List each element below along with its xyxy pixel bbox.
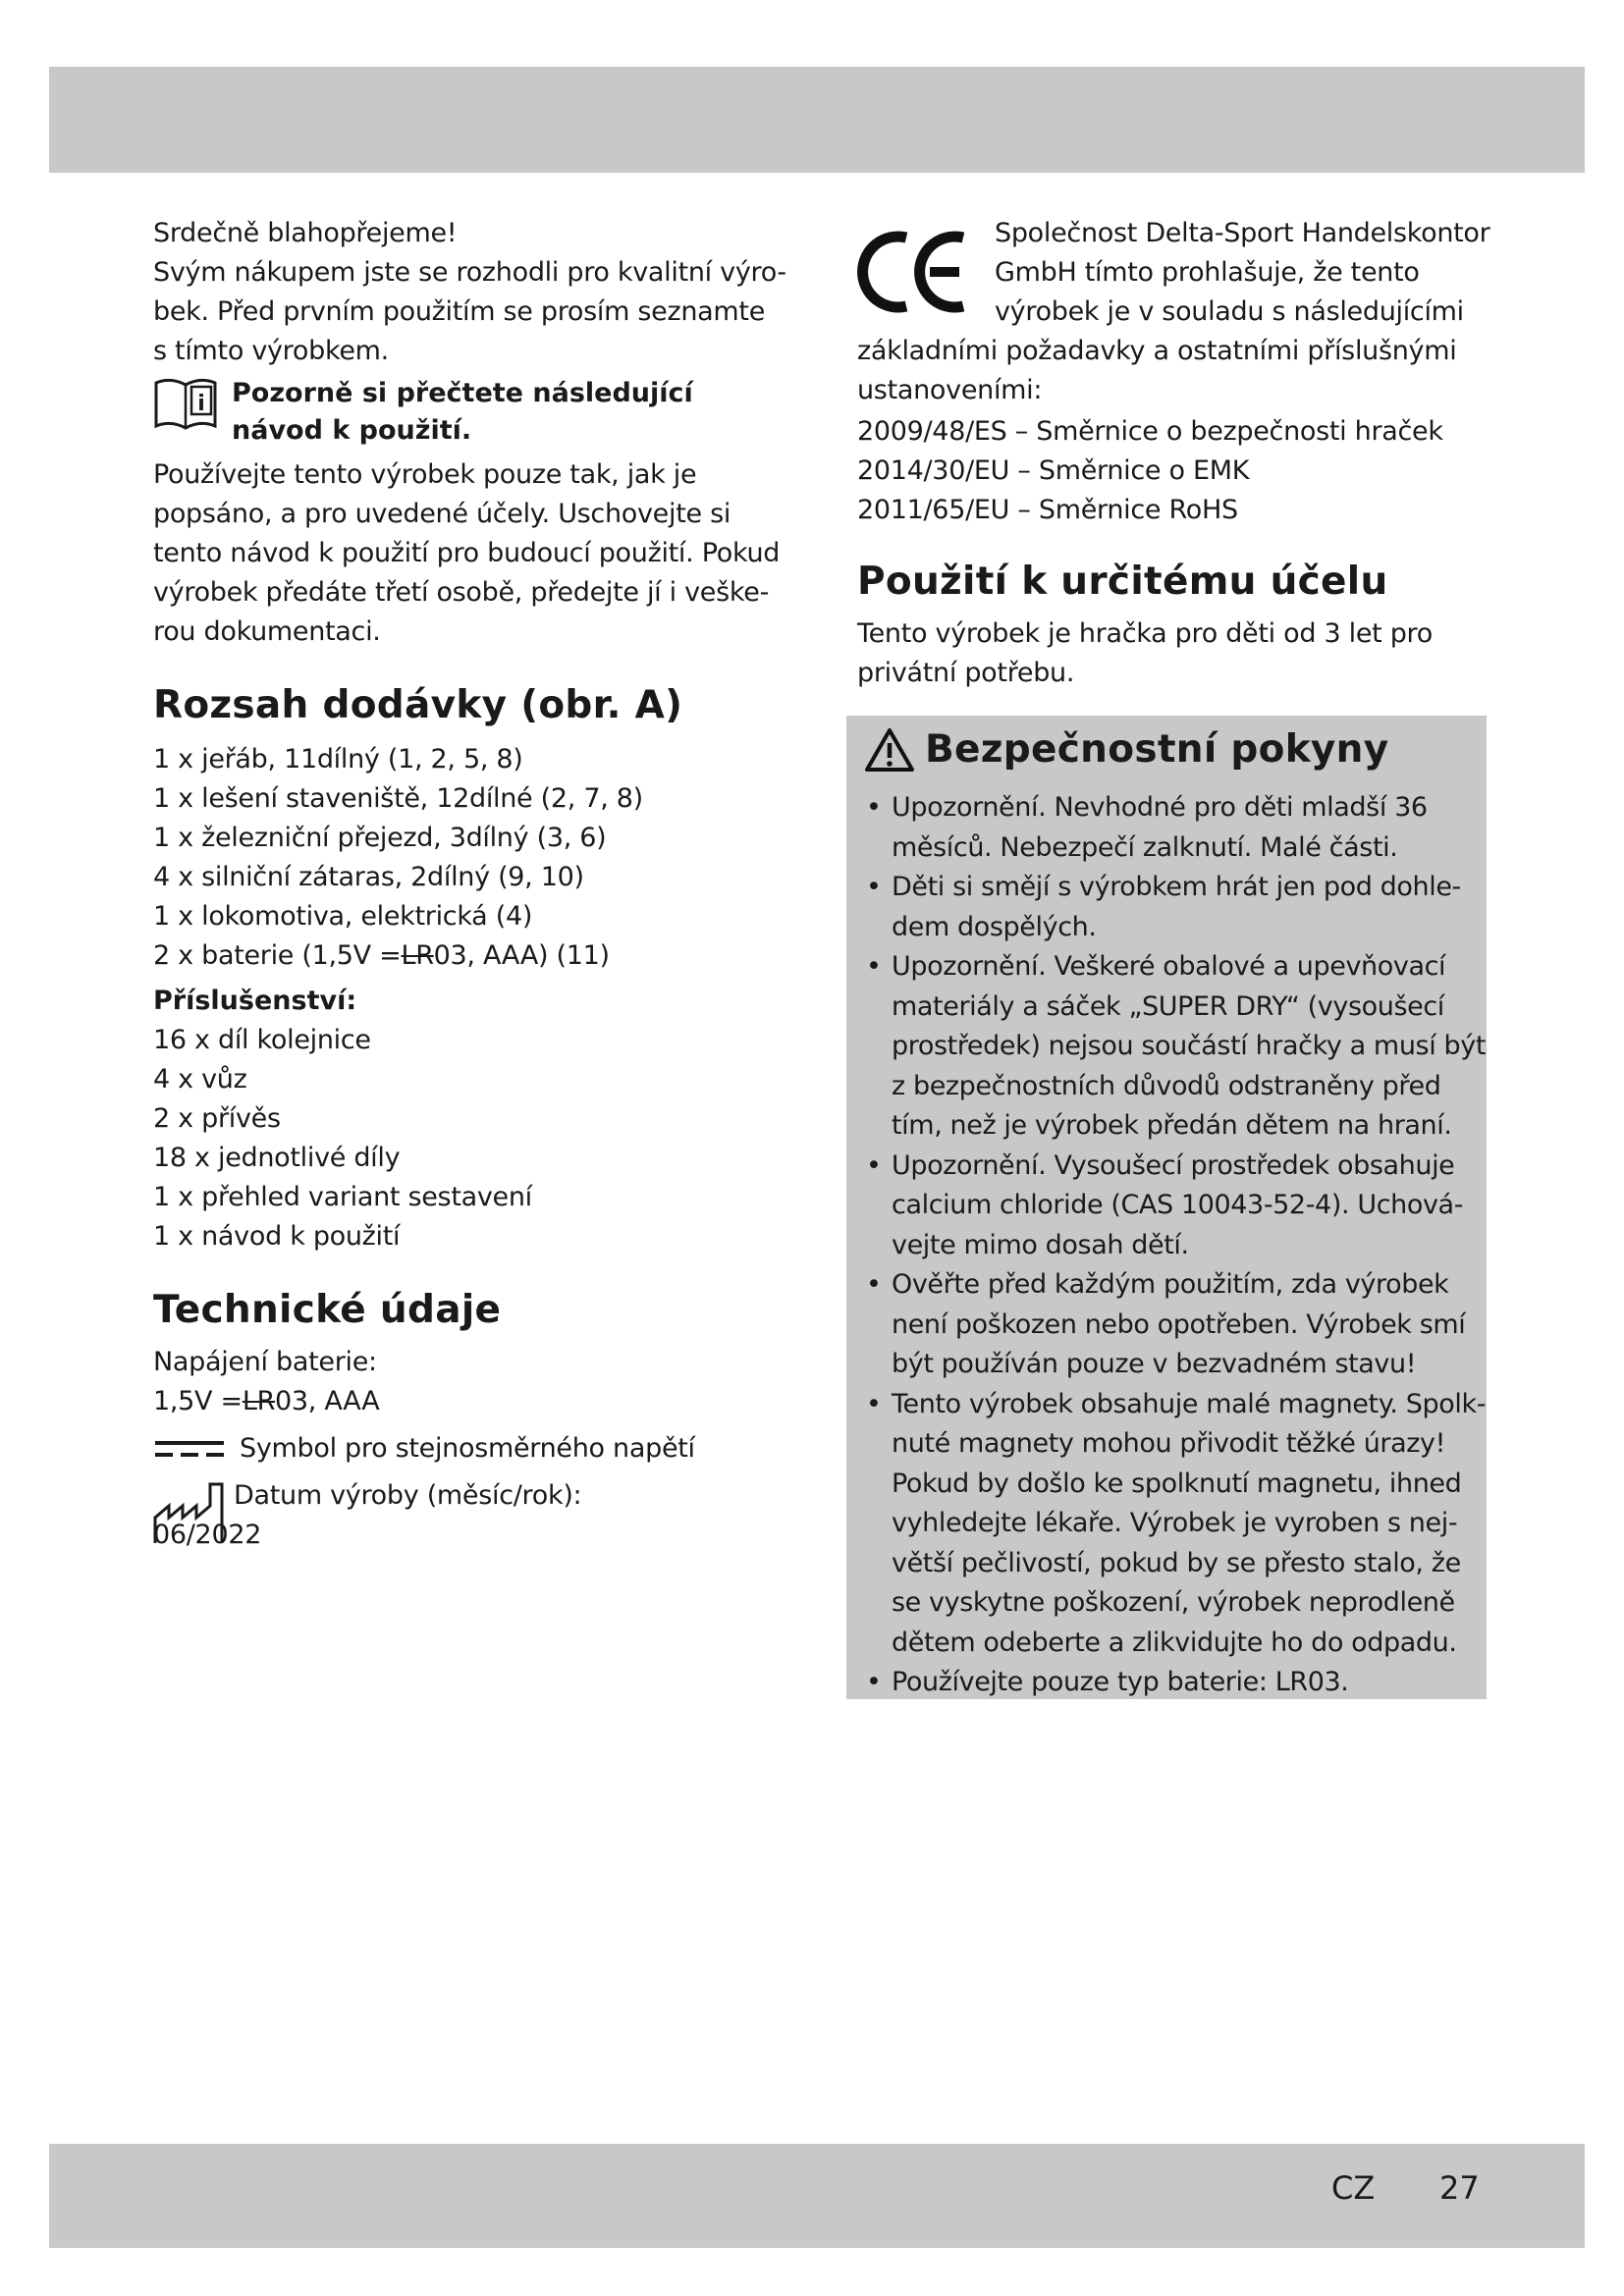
list-item: • Ověřte před každým použitím, zda výrobek není poškozen nebo opotřeben. Výrobek smí být používán pouze v bezvadném stavu! <box>866 1265 1475 1385</box>
list-item: 1 x návod k použití <box>153 1221 401 1252</box>
list-item: 2014/30/EU – Směrnice o EMK <box>857 455 1250 486</box>
list-item: 1 x železniční přejezd, 3dílný (3, 6) <box>153 823 607 853</box>
read-instructions-notice <box>153 375 782 450</box>
power-info: Napájení baterie: 1,5V =LR03, AAA <box>153 1343 782 1421</box>
warning-icon <box>864 727 915 773</box>
list-item: • Upozornění. Veškeré obalové a upevňovací materiály a sáček „SUPER DRY“ (vysoušecí prostředek) nejsou součástí hračky a musí být z bezpečnostních důvodů odstraněny před tím, než je výrobek předán dětem na hraní. <box>866 947 1475 1147</box>
list-item: • Děti si smějí s výrobkem hrát jen pod dohle- dem dospělých. <box>866 868 1475 947</box>
usage-paragraph: Používejte tento výrobek pouze tak, jak je popsáno, a pro uvedené účely. Uschovejte si tento návod k použití pro budoucí použití. Pokud výrobek předáte třetí osobě, předejte jí i veške- rou dokumentaci. <box>153 459 781 647</box>
list-item: 4 x silniční zátaras, 2dílný (9, 10) <box>153 862 584 892</box>
safety-heading: Bezpečnostní pokyny <box>864 725 1388 774</box>
tech-heading: Technické údaje <box>153 1288 502 1332</box>
directives-list <box>857 412 1486 530</box>
list-item: 2011/65/EU – Směrnice RoHS <box>857 495 1238 525</box>
left-column <box>153 214 786 1557</box>
header-band <box>49 67 1585 173</box>
accessories-list <box>153 1021 782 1256</box>
list-item: 4 x vůz <box>153 1064 247 1095</box>
page-number: 27 <box>1439 2169 1480 2207</box>
scope-list <box>153 740 782 976</box>
manufacture-date-row: Datum výroby (měsíc/rok): 06/2022 <box>153 1476 782 1557</box>
battery-list-item: 2 x baterie (1,5V =LR03, AAA) (11) <box>153 940 610 971</box>
list-item: 16 x díl kolejnice <box>153 1025 371 1055</box>
list-item: • Upozornění. Vysoušecí prostředek obsahuje calcium chloride (CAS 10043-52-4). Uchová- vejte mimo dosah dětí. <box>866 1147 1475 1266</box>
purpose-paragraph: Tento výrobek je hračka pro děti od 3 let pro privátní potřebu. <box>857 618 1433 688</box>
list-item: 2 x přívěs <box>153 1103 281 1134</box>
list-item: • Tento výrobek obsahuje malé magnety. Spolk- nuté magnety mohou přivodit těžké úrazy! Pokud by došlo ke spolknutí magnetu, ihned vyhledejte lékaře. Výrobek je vyroben s nej- větší pečlivostí, pokud by se přesto stalo, že se vyskytne poškození, výrobek neprodleně dětem odeberte a zlikvidujte ho do odpadu. <box>866 1385 1475 1664</box>
manufacture-date: 06/2022 <box>153 1520 262 1550</box>
scope-heading: Rozsah dodávky (obr. A) <box>153 683 683 727</box>
intro-paragraph: Srdečně blahopřejeme! Svým nákupem jste se rozhodli pro kvalitní výro- bek. Před prvním použitím se prosím seznamte s tímto výrobkem. <box>153 218 786 366</box>
accessories-heading: Příslušenství: <box>153 986 357 1016</box>
read-manual-icon <box>153 375 218 434</box>
list-item: 2009/48/ES – Směrnice o bezpečnosti hraček <box>857 416 1443 447</box>
list-item: 1 x jeřáb, 11dílný (1, 2, 5, 8) <box>153 744 523 774</box>
list-item: • Používejte pouze typ baterie: LR03. <box>866 1663 1475 1703</box>
svg-text:i: i <box>197 392 205 416</box>
ce-declaration: Společnost Delta-Sport Handelskontor GmbH tímto prohlašuje, že tento výrobek je v souladu s následujícími základními požadavky a ostatními příslušnými ustanoveními: 2009/48/ES – Směrnice o bezpečnosti hraček 2014/30/EU – Směrnice o EMK 2011/65/EU – Směrnice RoHS <box>857 214 1486 530</box>
dc-current-icon <box>153 1429 226 1468</box>
footer-language: CZ <box>1331 2169 1376 2207</box>
notice-text: Pozorně si přečtete následující návod k použití. <box>232 378 693 446</box>
ce-mark-icon <box>857 230 973 314</box>
list-item: 1 x přehled variant sestavení <box>153 1182 532 1212</box>
list-item: • Upozornění. Nevhodné pro děti mladší 36 měsíců. Nebezpečí zalknutí. Malé části. <box>866 788 1475 868</box>
power-value: 1,5V =LR03, AAA <box>153 1386 380 1416</box>
list-item: 1 x lešení staveniště, 12dílné (2, 7, 8) <box>153 783 643 814</box>
list-item: 1 x lokomotiva, elektrická (4) <box>153 901 533 932</box>
list-item: 18 x jednotlivé díly <box>153 1143 401 1173</box>
purpose-heading: Použití k určitému účelu <box>857 560 1388 604</box>
safety-list <box>866 788 1487 1703</box>
safety-box <box>846 716 1487 1699</box>
dc-symbol-row: Symbol pro stejnosměrného napětí <box>153 1429 782 1468</box>
right-column <box>857 214 1490 693</box>
